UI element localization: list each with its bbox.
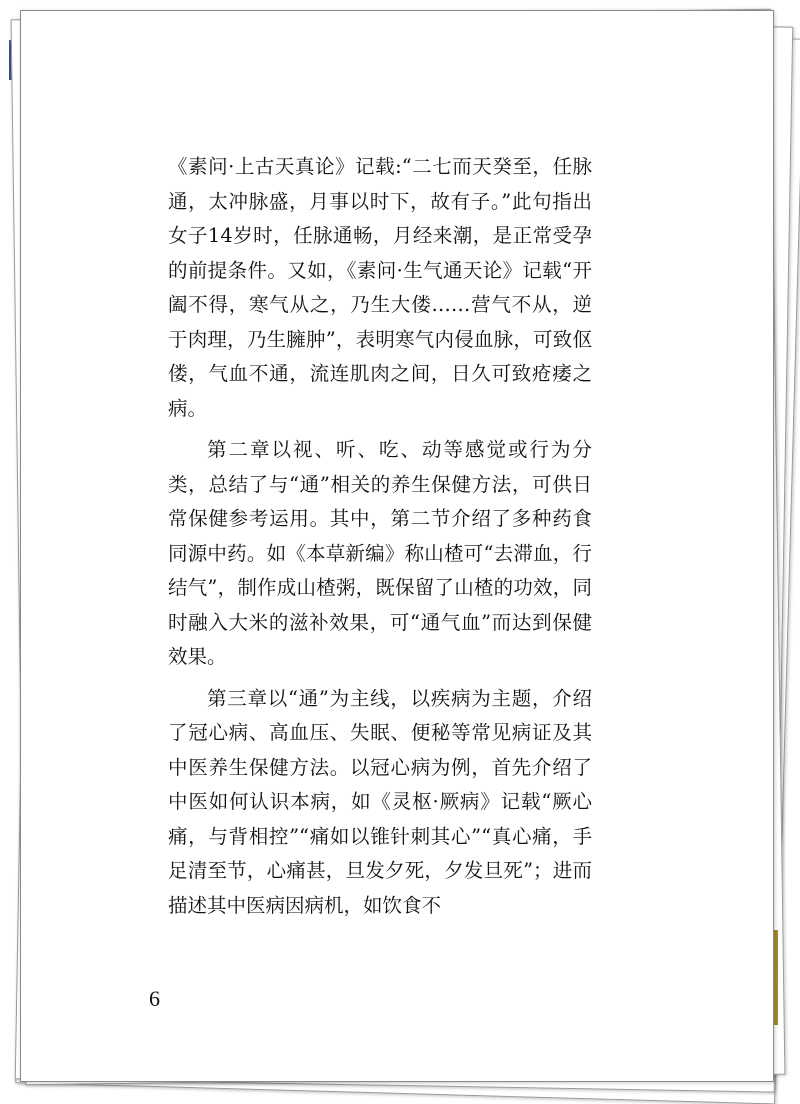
paragraph-1: 《素问·上古天真论》记载:“二七而天癸至，任脉通，太冲脉盛，月事以时下，故有子。”此句指出女子14岁时，任脉通畅，月经来潮，是正常受孕的前提条件。又如，《素问·生气通天论》记载“开阖不得，寒气从之，乃生大偻……营气不从，逆于肉理，乃生臃肿”，表明寒气内侵血脉，可致伛偻，气血不通，流连肌肉之间，日久可致疮痿之病。 [168,155,592,420]
page-body [168,150,592,930]
paragraph-2: 第二章以视、听、吃、动等感觉或行为分类，总结了与“通”相关的养生保健方法，可供日常保健参考运用。其中，第二节介绍了多种药食同源中药。如《本草新编》称山楂可“去滞血，行结气”，制作成山楂粥，既保留了山楂的功效，同时融入大米的滋补效果，可“通气血”而达到保健效果。 [168,438,592,668]
page-number: 6 [149,986,160,1011]
paragraph-3: 第三章以“通”为主线，以疾病为主题，介绍了冠心病、高血压、失眠、便秘等常见病证及其中医养生保健方法。以冠心病为例，首先介绍了中医如何认识本病，如《灵枢·厥病》记载“厥心痛，与背相控”“痛如以锥针刺其心”“真心痛，手足清至节，心痛甚，旦发夕死，夕发旦死”；进而描述其中医病因病机，如饮食不 [168,686,592,917]
